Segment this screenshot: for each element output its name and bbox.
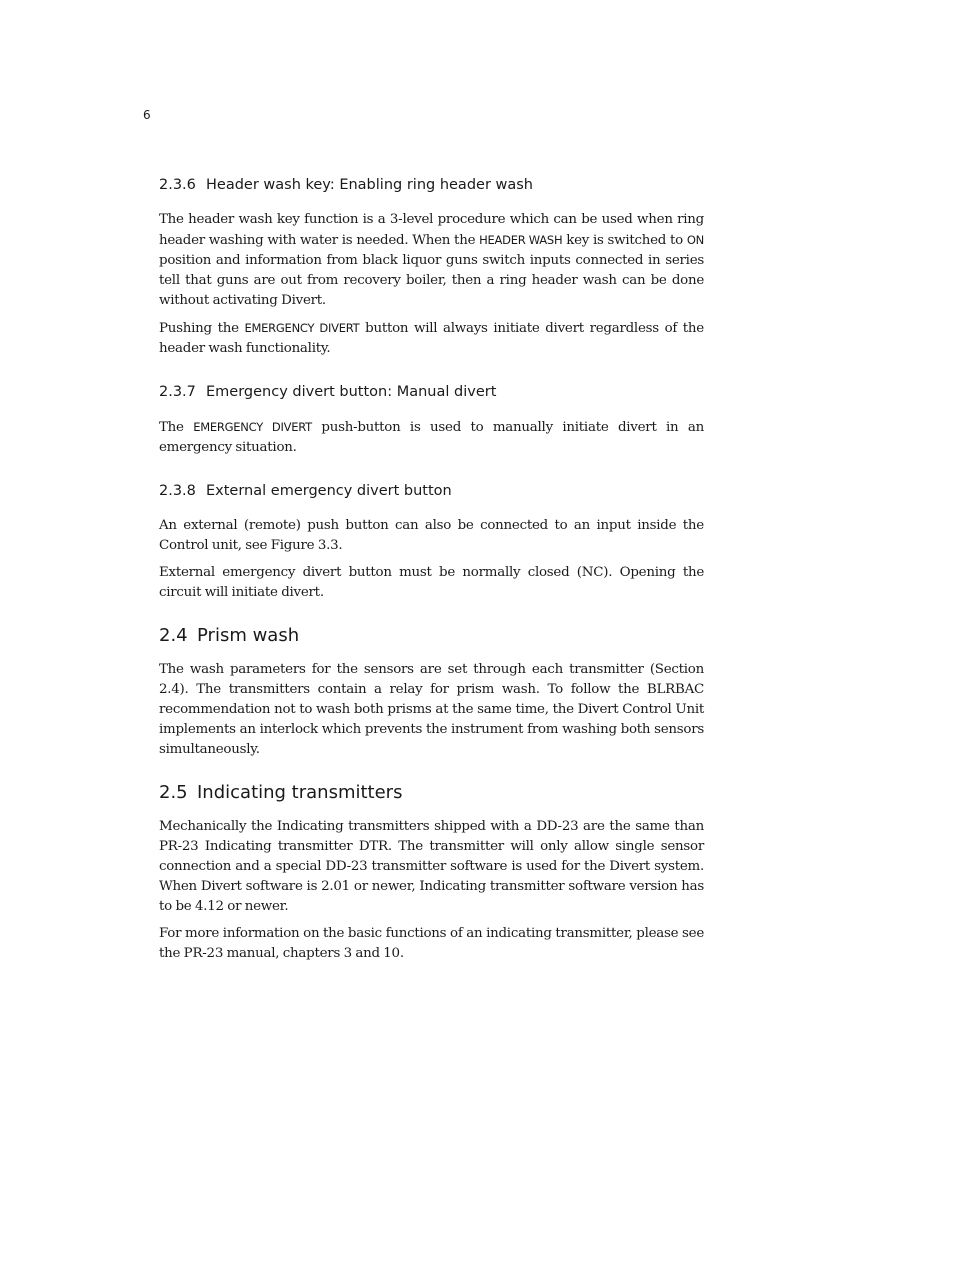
section-2-3-6 [159, 172, 704, 359]
section-2-3-8 [159, 478, 704, 603]
section-2-3-7 [159, 379, 704, 458]
section-2-4 [159, 623, 704, 760]
section-heading [159, 172, 704, 198]
small-caps-term: EMERGENCY DIVERT [193, 420, 312, 434]
text-run: push-button is used to manually initiate divert in an emergency situation. [159, 420, 704, 455]
section-2-5 [159, 780, 704, 964]
section-heading [159, 780, 704, 806]
section-number: 2.3.7 [159, 384, 196, 400]
section-number: 2.4 [159, 625, 188, 646]
paragraph: An external (remote) push button can also be connected to an input inside the Control unit, see Figure 3.3. [159, 518, 704, 553]
paragraph [159, 417, 704, 458]
page-content [159, 172, 704, 984]
small-caps-term: HEADER WASH [479, 233, 563, 247]
small-caps-term: EMERGENCY DIVERT [244, 321, 360, 335]
section-number: 2.3.6 [159, 177, 196, 193]
section-title: External emergency divert button [206, 483, 452, 499]
text-run: The header wash key function is a 3-level procedure which can be used when ring header washing with water is needed. When the [159, 212, 704, 248]
paragraph: For more information on the basic functions of an indicating transmitter, please see the PR-23 manual, chapters 3 and 10. [159, 926, 704, 961]
text-run: The [159, 420, 194, 435]
paragraph [159, 210, 704, 311]
text-run: position and information from black liquor guns switch inputs connected in series tell that guns are out from recovery boiler, then a ring header wash can be done without activating Divert. [159, 253, 704, 308]
page-number: 6 [143, 108, 151, 122]
section-number: 2.5 [159, 782, 188, 803]
section-title: Indicating transmitters [197, 782, 403, 803]
section-heading [159, 623, 704, 649]
text-run: Pushing the [159, 321, 245, 336]
paragraph: The wash parameters for the sensors are set through each transmitter (Section 2.4). The transmitters contain a relay for prism wash. To follow the BLRBAC recommendation not to wash both prisms at the same time, the Divert Control Unit implements an interlock which prevents the instrument from washing both sensors simultaneously. [159, 662, 704, 757]
text-run: key is switched to [562, 233, 687, 248]
section-number: 2.3.8 [159, 483, 196, 499]
paragraph [159, 318, 704, 359]
small-caps-term: ON [686, 233, 704, 247]
text-run: button will always initiate divert regardless of the header wash functionality. [159, 321, 704, 356]
paragraph: Mechanically the Indicating transmitters shipped with a DD-23 are the same than PR-23 Indicating transmitter DTR. The transmitter will only allow single sensor connection and a special DD-23 transmitter software is used for the Divert system. When Divert software is 2.01 or newer, Indicating transmitter software version has to be 4.12 or newer. [159, 819, 704, 914]
section-heading [159, 478, 704, 504]
paragraph: External emergency divert button must be normally closed (NC). Opening the circuit will initiate divert. [159, 565, 704, 600]
section-title: Prism wash [197, 625, 300, 646]
section-title: Emergency divert button: Manual divert [206, 384, 497, 400]
section-title: Header wash key: Enabling ring header wash [206, 177, 534, 193]
section-heading [159, 379, 704, 405]
